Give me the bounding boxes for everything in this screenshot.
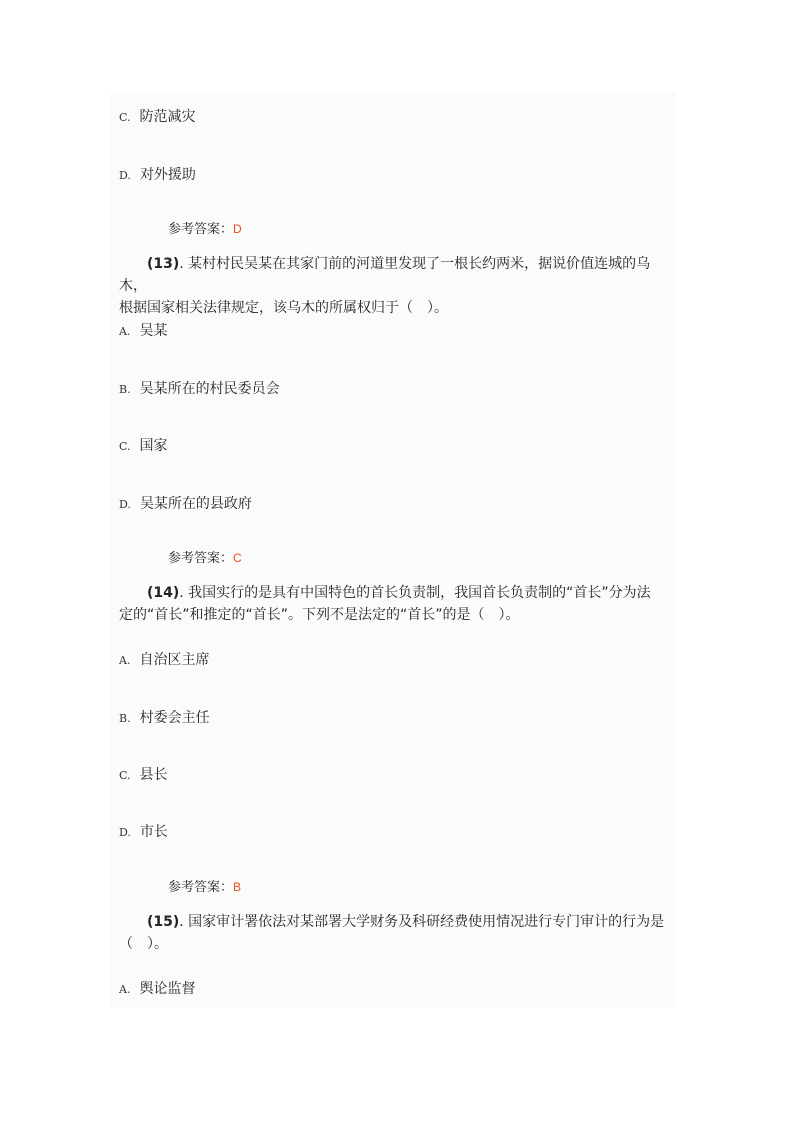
option-c xyxy=(119,107,196,128)
option-text: 村委会主任 xyxy=(139,710,210,726)
option-letter: C. xyxy=(119,769,131,782)
option-b xyxy=(119,708,210,729)
option-letter: A. xyxy=(119,654,131,667)
option-letter: A. xyxy=(119,983,131,996)
answer-value: B xyxy=(233,880,242,894)
question-text-line1: . 某村村民吴某在其家门前的河道里发现了一根长约两米，据说价值连城的乌木， xyxy=(119,256,651,294)
option-letter: B. xyxy=(119,712,131,725)
question-number: (13) xyxy=(147,256,180,272)
question-13 xyxy=(119,253,675,319)
reference-answer xyxy=(168,219,242,240)
reference-answer xyxy=(168,548,242,569)
question-text-line2: 根据国家相关法律规定，该乌木的所属权归于（ ）。 xyxy=(119,300,448,316)
option-letter: B. xyxy=(119,383,131,396)
option-b xyxy=(119,379,280,400)
option-text: 舆论监督 xyxy=(139,981,196,997)
option-text: 吴某所在的县政府 xyxy=(139,496,252,512)
option-text: 吴某所在的村民委员会 xyxy=(139,381,280,397)
option-d xyxy=(119,165,196,186)
option-letter: D. xyxy=(119,498,131,511)
option-letter: D. xyxy=(119,826,131,839)
question-text-line1: . 我国实行的是具有中国特色的首长负责制，我国首长负责制的“首长”分为法 xyxy=(179,585,651,601)
option-letter: C. xyxy=(119,440,131,453)
question-15 xyxy=(119,911,675,955)
answer-label: 参考答案： xyxy=(168,880,234,895)
option-a xyxy=(119,321,167,342)
option-letter: C. xyxy=(119,111,131,124)
option-text: 国家 xyxy=(139,438,168,454)
question-text-line1: . 国家审计署依法对某部署大学财务及科研经费使用情况进行专门审计的行为是 xyxy=(179,914,665,930)
option-letter: D. xyxy=(119,169,131,182)
option-a xyxy=(119,979,195,1000)
option-d xyxy=(119,822,168,843)
option-text: 吴某 xyxy=(139,323,168,339)
option-a xyxy=(119,650,209,671)
question-number: (14) xyxy=(147,585,180,601)
option-text: 防范减灾 xyxy=(139,109,196,125)
answer-label: 参考答案： xyxy=(168,551,234,566)
answer-label: 参考答案： xyxy=(168,222,234,237)
answer-value: C xyxy=(233,551,242,565)
option-text: 县长 xyxy=(139,767,168,783)
option-text: 对外援助 xyxy=(139,167,196,183)
option-letter: A. xyxy=(119,325,131,338)
question-number: (15) xyxy=(147,914,180,930)
option-c xyxy=(119,765,168,786)
question-text-line2: （ ）。 xyxy=(119,936,168,952)
reference-answer xyxy=(168,877,241,898)
question-14 xyxy=(119,582,675,626)
option-text: 市长 xyxy=(139,824,168,840)
answer-value: D xyxy=(233,222,242,236)
option-d xyxy=(119,494,252,515)
option-c xyxy=(119,436,168,457)
option-text: 自治区主席 xyxy=(139,652,210,668)
question-text-line2: 定的“首长”和推定的“首长”。下列不是法定的“首长”的是（ ）。 xyxy=(119,607,520,623)
